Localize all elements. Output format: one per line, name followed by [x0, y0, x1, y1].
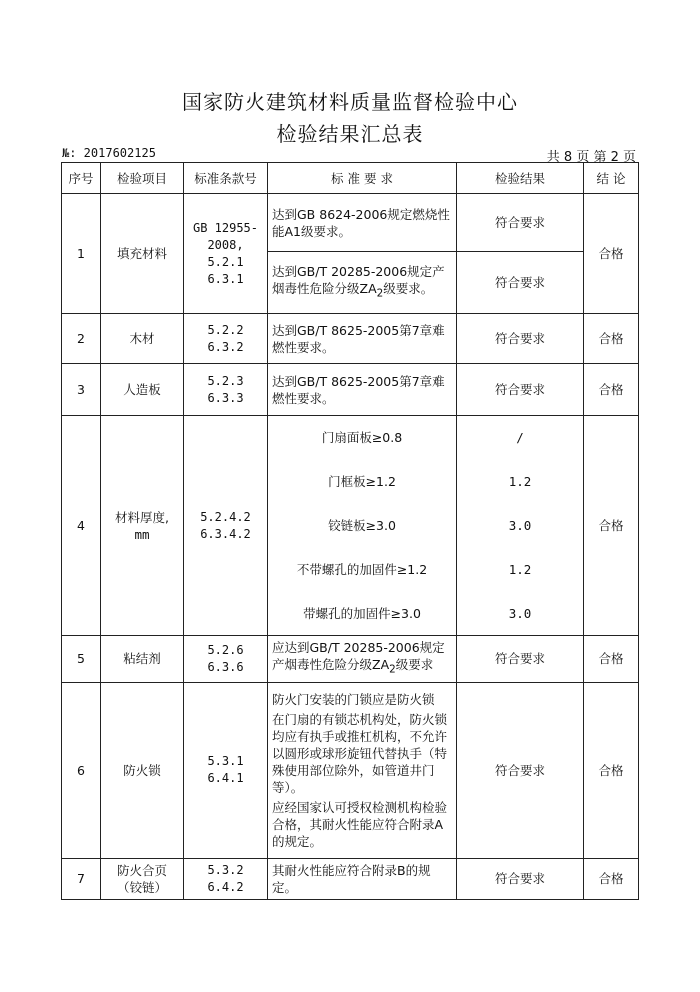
- item-unit: mm: [134, 526, 150, 542]
- row-clause: 5.3.2 6.4.2: [184, 858, 268, 899]
- row-no: 2: [62, 314, 101, 364]
- row-requirement: [268, 682, 457, 858]
- row-requirement: 达到GB/T 8625-2005第7章难燃性要求。: [268, 364, 457, 416]
- req-subscript: 2: [389, 663, 396, 676]
- table-row: [62, 314, 639, 364]
- row-item: 填充材料: [101, 194, 184, 314]
- row-requirement: [268, 252, 457, 314]
- page-info: 共 8 页 第 2 页: [546, 150, 636, 165]
- req-paragraph: 在门扇的有锁芯机构处，防火锁均应有执手或推杠机构，不允许以圆形或球形旋钮代替执手（特殊使用部位除外，如管道井门等）。: [272, 711, 448, 795]
- row-result: 符合要求: [457, 682, 584, 858]
- req-paragraph: 应经国家认可授权检测机构检验合格，其耐火性能应符合附录A的规定。: [272, 799, 448, 849]
- req-text-end: 级要求。: [383, 280, 434, 296]
- sub-requirement: 铰链板≥3.0: [268, 504, 457, 548]
- table-header-row: [62, 163, 639, 194]
- row-item: [101, 416, 184, 636]
- col-header-no: 序号: [62, 163, 101, 194]
- results-table: [61, 162, 639, 900]
- row-requirement: 达到GB/T 8625-2005第7章难燃性要求。: [268, 314, 457, 364]
- row-result: 符合要求: [457, 364, 584, 416]
- sub-requirement: 门扇面板≥0.8: [268, 416, 457, 460]
- report-subtitle: 检验结果汇总表: [276, 122, 424, 146]
- row-clause: GB 12955-2008, 5.2.1 6.3.1: [184, 194, 268, 314]
- row-no: 5: [62, 636, 101, 683]
- req-subscript: 2: [376, 287, 384, 300]
- row-item: 人造板: [101, 364, 184, 416]
- sub-requirement: 带螺孔的加固件≥3.0: [268, 592, 457, 636]
- row-requirement: 其耐火性能应符合附录B的规定。: [268, 858, 457, 899]
- row-item: 粘结剂: [101, 636, 184, 683]
- row-conclusion: 合格: [584, 416, 639, 636]
- row-clause: 5.2.6 6.3.6: [184, 636, 268, 683]
- col-header-requirement: 标 准 要 求: [268, 163, 457, 194]
- table-row: [62, 682, 639, 858]
- table-row: [62, 416, 639, 460]
- report-number: №: 2017602125: [62, 146, 156, 160]
- row-clause: 5.3.1 6.4.1: [184, 682, 268, 858]
- sub-requirement: 门框板≥1.2: [268, 460, 457, 504]
- col-header-item: 检验项目: [101, 163, 184, 194]
- req-text-end: 级要求: [395, 657, 434, 672]
- row-conclusion: 合格: [584, 194, 639, 314]
- sub-result: 1.2: [457, 460, 584, 504]
- row-conclusion: 合格: [584, 314, 639, 364]
- row-result: 符合要求: [457, 252, 584, 314]
- row-item: 木材: [101, 314, 184, 364]
- sub-result: 3.0: [457, 504, 584, 548]
- row-item: 防火锁: [101, 682, 184, 858]
- row-no: 3: [62, 364, 101, 416]
- row-clause: 5.2.4.2 6.3.4.2: [184, 416, 268, 636]
- sub-result: 1.2: [457, 548, 584, 592]
- table-row: [62, 364, 639, 416]
- item-line: 材料厚度,: [115, 509, 169, 525]
- item-line: （铰链）: [116, 879, 167, 895]
- col-header-clause: 标准条款号: [184, 163, 268, 194]
- row-conclusion: 合格: [584, 636, 639, 683]
- row-no: 4: [62, 416, 101, 636]
- sub-result: /: [457, 416, 584, 460]
- row-no: 7: [62, 858, 101, 899]
- row-result: 符合要求: [457, 314, 584, 364]
- row-no: 6: [62, 682, 101, 858]
- row-conclusion: 合格: [584, 364, 639, 416]
- req-text: 达到GB/T 20285-2006规定产烟毒性危险分级ZA: [272, 263, 445, 296]
- row-result: 符合要求: [457, 194, 584, 252]
- row-conclusion: 合格: [584, 682, 639, 858]
- row-no: 1: [62, 194, 101, 314]
- col-header-result: 检验结果: [457, 163, 584, 194]
- row-result: 符合要求: [457, 636, 584, 683]
- table-row: [62, 858, 639, 899]
- sub-requirement: 不带螺孔的加固件≥1.2: [268, 548, 457, 592]
- row-conclusion: 合格: [584, 858, 639, 899]
- req-paragraph: 防火门安装的门锁应是防火锁: [272, 691, 435, 707]
- row-item: [101, 858, 184, 899]
- req-text: 应达到GB/T 20285-2006规定产烟毒性危险分级ZA: [272, 640, 445, 672]
- row-requirement: [268, 636, 457, 683]
- col-header-conclusion: 结 论: [584, 163, 639, 194]
- table-row: [62, 194, 639, 252]
- row-requirement: 达到GB 8624-2006规定燃烧性能A1级要求。: [268, 194, 457, 252]
- report-title: 国家防火建筑材料质量监督检验中心: [182, 90, 518, 114]
- item-line: 防火合页: [116, 862, 167, 878]
- row-clause: 5.2.3 6.3.3: [184, 364, 268, 416]
- row-result: 符合要求: [457, 858, 584, 899]
- row-clause: 5.2.2 6.3.2: [184, 314, 268, 364]
- table-row: [62, 636, 639, 683]
- sub-result: 3.0: [457, 592, 584, 636]
